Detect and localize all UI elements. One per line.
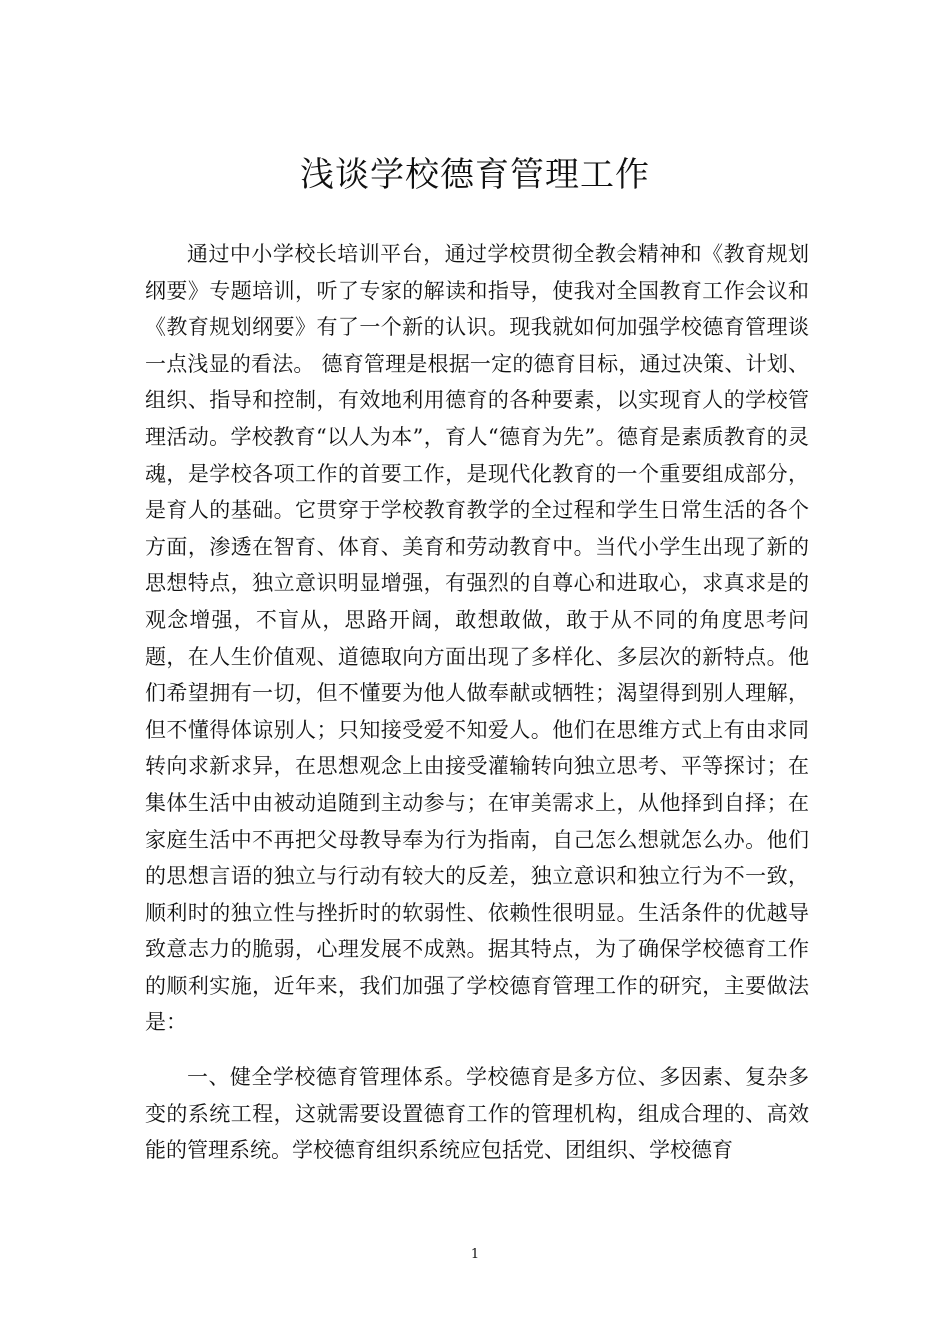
document-title: 浅谈学校德育管理工作 — [300, 155, 650, 195]
document-body — [145, 236, 809, 1169]
page-number: 1 — [470, 1247, 480, 1262]
paragraph-section-one: 一、健全学校德育管理体系。学校德育是多方位、多因素、复杂多变的系统工程，这就需要设置德育工作的管理机构，组成合理的、高效能的管理系统。学校德育组织系统应包括党、团组织、学校德育 — [145, 1065, 809, 1163]
paragraph-intro: 通过中小学校长培训平台，通过学校贯彻全教会精神和《教育规划纲要》专题培训，听了专家的解读和指导，使我对全国教育工作会议和《教育规划纲要》有了一个新的认识。现我就如何加强学校德育管理谈一点浅显的看法。 德育管理是根据一定的德育目标，通过决策、计划、组织、指导和控制，有效地利用德育的各种要素，以实现育人的学校管理活动。学校教育“以人为本”，育人“德育为先”。德育是素质教育的灵魂，是学校各项工作的首要工作，是现代化教育的一个重要组成部分，是育人的基础。它贯穿于学校教育教学的全过程和学生日常生活的各个方面，渗透在智育、体育、美育和劳动教育中。当代小学生出现了新的思想特点，独立意识明显增强，有强烈的自尊心和进取心，求真求是的观念增强，不盲从，思路开阔，敢想敢做，敢于从不同的角度思考问题，在人生价值观、道德取向方面出现了多样化、多层次的新特点。他们希望拥有一切，但不懂要为他人做奉献或牺牲；渴望得到别人理解，但不懂得体谅别人；只知接受爱不知爱人。他们在思维方式上有由求同转向求新求异，在思想观念上由接受灌输转向独立思考、平等探讨；在集体生活中由被动追随到主动参与；在审美需求上，从他择到自择；在家庭生活中不再把父母教导奉为行为指南，自己怎么想就怎么办。他们的思想言语的独立与行动有较大的反差，独立意识和独立行为不一致，顺利时的独立性与挫折时的软弱性、依赖性很明显。生活条件的优越导致意志力的脆弱，心理发展不成熟。据其特点，为了确保学校德育工作的顺利实施，近年来，我们加强了学校德育管理工作的研究，主要做法是： — [145, 242, 809, 1035]
